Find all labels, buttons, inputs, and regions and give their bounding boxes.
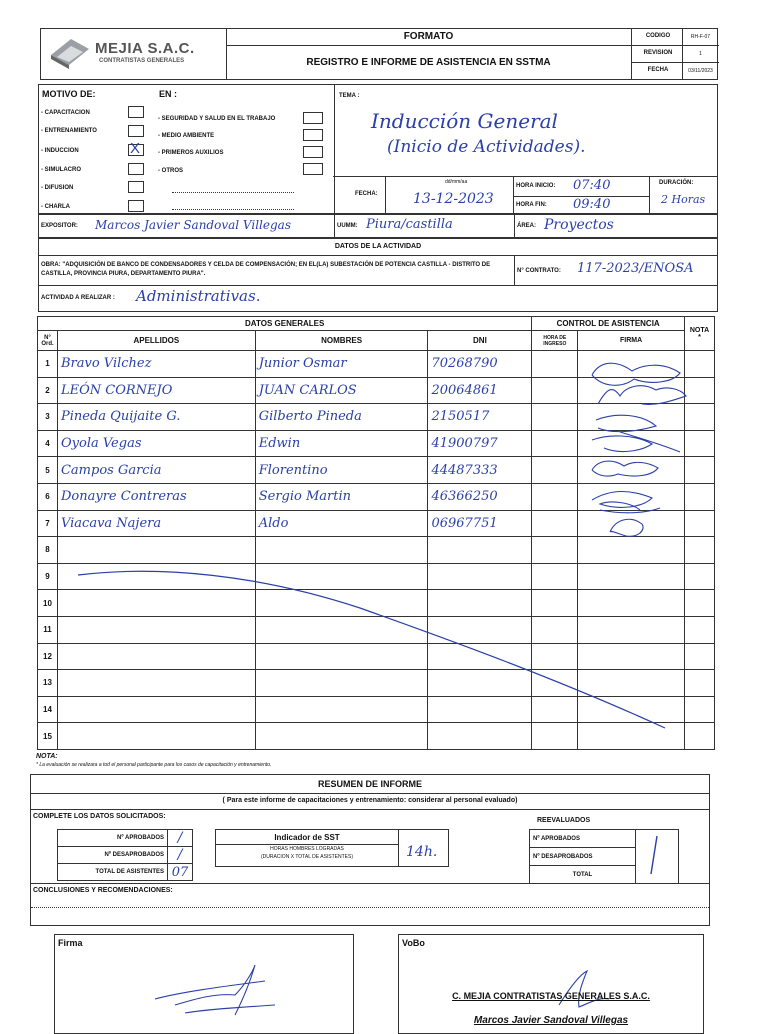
re-desaprobados-label: Nº DESAPROBADOS	[530, 848, 636, 866]
dni-cell[interactable]: 20064861	[428, 377, 532, 404]
fecha-format: dd/mm/aa	[445, 179, 468, 185]
form-title: REGISTRO E INFORME DE ASISTENCIA EN SSTMA	[306, 57, 551, 68]
conclusiones-label: CONCLUSIONES Y RECOMENDACIONES:	[33, 887, 173, 894]
en-item: - PRIMEROS AUXILIOS	[158, 150, 224, 156]
dni-cell[interactable]: 70268790	[428, 351, 532, 378]
total-label: TOTAL DE ASISTENTES	[58, 864, 168, 881]
hora-inicio-label: HORA INICIO:	[516, 183, 556, 189]
col-firma: FIRMA	[578, 331, 685, 351]
motivo-title: MOTIVO DE:	[42, 89, 96, 99]
indicador-line2: (DURACION X TOTAL DE ASISTENTES)	[260, 854, 354, 860]
apellidos-cell[interactable]: Pineda Quijaite G.	[57, 404, 255, 431]
dni-cell[interactable]: 06967751	[428, 510, 532, 537]
logo-name: MEJIA S.A.C.	[95, 40, 195, 57]
vobo-signature-image	[539, 965, 619, 1015]
row-number[interactable]: 13	[38, 670, 58, 697]
re-value-cell	[636, 830, 679, 884]
en-item: - SEGURIDAD Y SALUD EN EL TRABAJO	[158, 116, 276, 122]
code-value: RH-F-07	[690, 34, 711, 40]
datos-generales-header: DATOS GENERALES	[38, 317, 532, 331]
area-label: ÁREA:	[517, 223, 536, 229]
col-nombres: NOMBRES	[255, 331, 428, 351]
apellidos-cell[interactable]: Donayre Contreras	[57, 483, 255, 510]
hora-fin-value: 09:40	[573, 197, 611, 212]
row-number[interactable]: 11	[38, 616, 58, 643]
apellidos-cell[interactable]: Viacava Najera	[57, 510, 255, 537]
signer-name: Marcos Javier Sandoval Villegas	[473, 1015, 629, 1026]
motivo-item: - SIMULACRO	[41, 167, 81, 173]
row-number[interactable]: 14	[38, 696, 58, 723]
realizar-value: Administrativas.	[136, 287, 261, 305]
col-dni: DNI	[428, 331, 532, 351]
revision-label: REVISION	[643, 50, 673, 56]
actividad-title: DATOS DE LA ACTIVIDAD	[334, 243, 422, 250]
resumen-title: RESUMEN DE INFORME	[317, 779, 422, 789]
resumen-subtitle: ( Para este informe de capacitaciones y entrenamiento: considerar al personal evaluado)	[222, 797, 518, 804]
tema-label: TEMA :	[339, 93, 360, 99]
logo-subtitle: CONTRATISTAS GENERALES	[99, 58, 185, 64]
checkbox-mark: X	[130, 140, 141, 157]
row-number[interactable]: 4	[38, 430, 58, 457]
en-title: EN :	[159, 89, 177, 99]
complete-label: COMPLETE LOS DATOS SOLICITADOS:	[33, 813, 166, 820]
uumm-label: UUMM:	[337, 223, 358, 229]
duracion-value: 2 Horas	[661, 193, 706, 206]
re-total-label: TOTAL	[530, 866, 636, 884]
nombres-cell[interactable]: Aldo	[255, 510, 428, 537]
apellidos-cell[interactable]: LEÓN CORNEJO	[57, 377, 255, 404]
signature-image	[115, 955, 315, 1025]
nombres-cell[interactable]: Sergio Martin	[255, 483, 428, 510]
nota-label: NOTA:	[36, 753, 58, 760]
contrato-value: 117-2023/ENOSA	[577, 261, 694, 276]
hora-fin-label: HORA FIN:	[516, 202, 547, 208]
obra-value: "ADQUISICIÓN DE BANCO DE CONDENSADORES Y CELDA DE COMPENSACIÓN; EN EL(LA) SUBESTACIÓN DE POTENCIA CASTILLA - DISTRITO DE CASTILLA, PROVINCIA PIURA, DEPARTAMENTO PIURA".	[41, 262, 491, 277]
vobo-box	[398, 934, 704, 1034]
desaprobados-label: Nº DESAPROBADOS	[58, 847, 168, 864]
obra-label: OBRA:	[41, 262, 61, 268]
row-number[interactable]: 1	[38, 351, 58, 378]
reeval-table	[529, 829, 679, 884]
row-number[interactable]: 5	[38, 457, 58, 484]
nombres-cell[interactable]: Edwin	[255, 430, 428, 457]
expositor-value: Marcos Javier Sandoval Villegas	[95, 218, 291, 232]
en-item: - MEDIO AMBIENTE	[158, 133, 215, 139]
apellidos-cell[interactable]: Bravo Vilchez	[57, 351, 255, 378]
row-number[interactable]: 9	[38, 563, 58, 590]
nombres-cell[interactable]: Florentino	[255, 457, 428, 484]
tema-line2: (Inicio de Actividades).	[387, 137, 586, 157]
slash-mark	[639, 830, 669, 878]
realizar-label: ACTIVIDAD A REALIZAR :	[41, 295, 115, 301]
nombres-cell[interactable]: Gilberto Pineda	[255, 404, 428, 431]
nombres-cell[interactable]: Junior Osmar	[255, 351, 428, 378]
indicador-box	[215, 829, 449, 867]
row-number[interactable]: 12	[38, 643, 58, 670]
uumm-value: Piura/castilla	[366, 217, 453, 232]
aprobados-value: /	[168, 830, 193, 847]
en-item: - OTROS	[158, 168, 183, 174]
desaprobados-value: /	[168, 847, 193, 864]
duracion-label: DURACIÓN:	[659, 180, 694, 186]
vobo-label: VoBo	[402, 938, 425, 948]
dni-cell[interactable]: 46366250	[428, 483, 532, 510]
code-label: CODIGO	[645, 33, 671, 39]
motivo-item: - CAPACITACION	[41, 110, 90, 116]
indicador-value: 14h.	[406, 844, 438, 860]
firma-box	[54, 934, 354, 1034]
row-number[interactable]: 8	[38, 537, 58, 564]
control-asistencia-header: CONTROL DE ASISTENCIA	[532, 317, 685, 331]
firma-label: Firma	[58, 938, 83, 948]
dni-cell[interactable]: 44487333	[428, 457, 532, 484]
dni-cell[interactable]: 41900797	[428, 430, 532, 457]
attendance-signatures	[592, 363, 686, 536]
fecha-value: 13-12-2023	[413, 191, 494, 207]
date-label: FECHA	[647, 67, 669, 73]
row-number[interactable]: 15	[38, 723, 58, 750]
expositor-label: EXPOSITOR:	[41, 223, 78, 229]
motivo-item: - INDUCCION	[41, 148, 79, 154]
fecha-label: FECHA:	[355, 191, 378, 197]
col-ord: N° Ord.	[38, 331, 58, 351]
format-label: FORMATO	[226, 29, 631, 46]
row-number[interactable]: 10	[38, 590, 58, 617]
aprobados-table	[57, 829, 193, 881]
col-apellidos: APELLIDOS	[57, 331, 255, 351]
tema-line1: Inducción General	[371, 109, 558, 133]
col-hora: HORA DE INGRESO	[532, 331, 578, 351]
row-number[interactable]: 3	[38, 404, 58, 431]
row-number[interactable]: 2	[38, 377, 58, 404]
apellidos-cell[interactable]: Campos Garcia	[57, 457, 255, 484]
indicador-line1: HORAS HOMBRES LOGRADAS	[270, 846, 344, 852]
hora-inicio-value: 07:40	[573, 178, 611, 193]
resumen-section	[30, 774, 710, 926]
date-value: 03/11/2023	[688, 68, 713, 74]
nota-header: NOTA *	[684, 317, 714, 351]
revision-value: 1	[699, 51, 702, 57]
company-stamp: C. MEJIA CONTRATISTAS GENERALES S.A.C.	[452, 991, 650, 1001]
motivo-item: - ENTRENAMIENTO	[41, 128, 97, 134]
area-value: Proyectos	[544, 217, 614, 233]
indicador-title: Indicador de SST	[274, 833, 340, 842]
nota-text: * La evaluación se realizara a tod el personal participante para los casos de capacitación y entrenamiento.	[36, 762, 272, 768]
motivo-item: - DIFUSION	[41, 185, 74, 191]
dni-cell[interactable]: 2150517	[428, 404, 532, 431]
apellidos-cell[interactable]: Oyola Vegas	[57, 430, 255, 457]
re-aprobados-label: Nº APROBADOS	[530, 830, 636, 848]
row-number[interactable]: 7	[38, 510, 58, 537]
row-number[interactable]: 6	[38, 483, 58, 510]
contrato-label: N° CONTRATO:	[517, 268, 561, 274]
strike-through-line	[78, 571, 665, 728]
reeval-title: REEVALUADOS	[537, 817, 591, 824]
motivo-item: - CHARLA	[41, 204, 70, 210]
nombres-cell[interactable]: JUAN CARLOS	[255, 377, 428, 404]
aprobados-label: Nº APROBADOS	[58, 830, 168, 847]
total-value: 07	[168, 864, 193, 881]
